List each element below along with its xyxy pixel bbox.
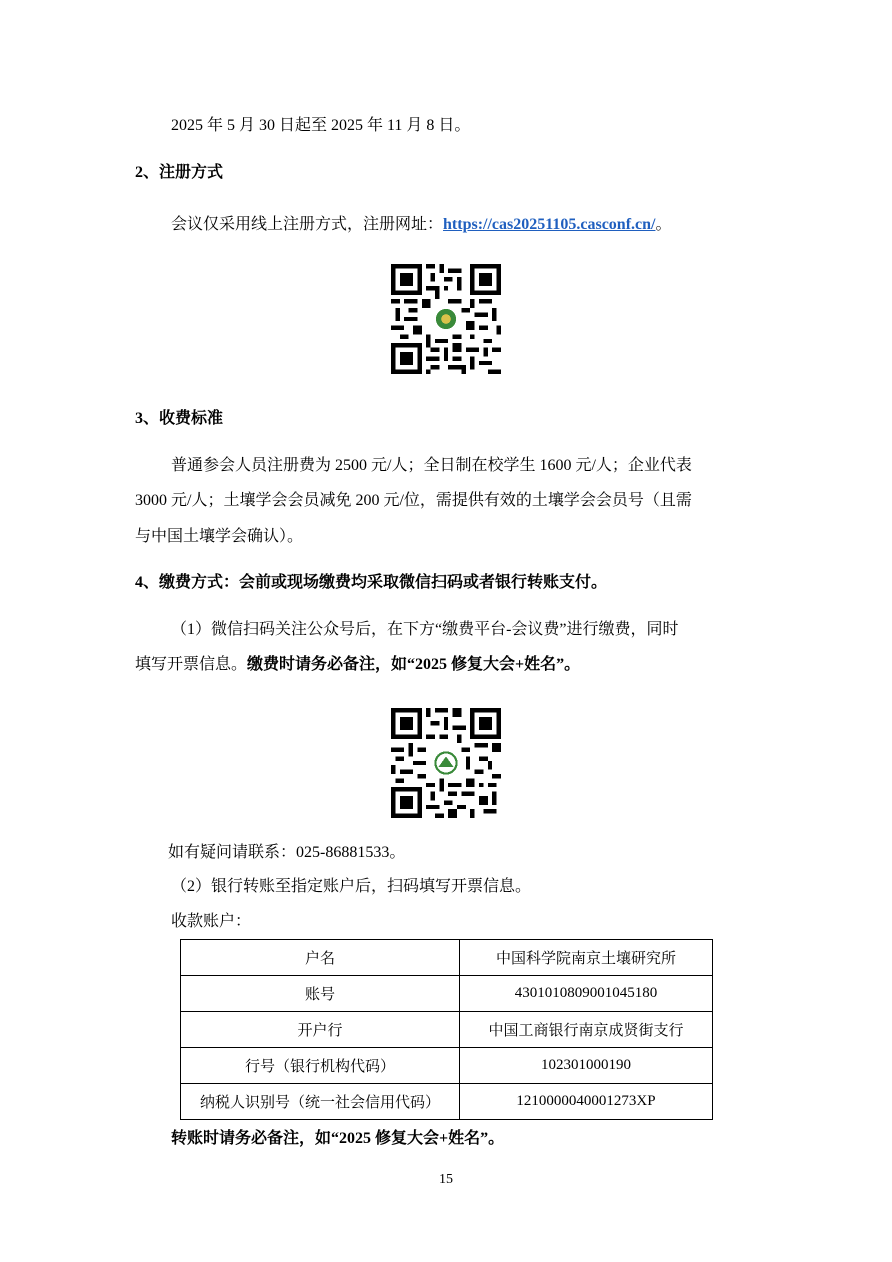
account-value-cell: 中国工商银行南京成贤街支行 — [460, 1012, 713, 1048]
wechat-text-line-2 — [135, 654, 580, 676]
contact-text: 如有疑问请联系：025-86881533。 — [168, 844, 406, 861]
account-key-cell: 行号（银行机构代码） — [181, 1048, 460, 1084]
account-label: 收款账户： — [171, 913, 252, 930]
period-text: 2025 年 5 月 30 日起至 2025 年 11 月 8 日。 — [171, 117, 471, 134]
page-number: 15 — [439, 1172, 453, 1187]
account-key-cell: 账号 — [181, 976, 460, 1012]
table-row — [181, 940, 713, 976]
registration-qr-code — [391, 264, 501, 374]
table-row — [181, 1084, 713, 1120]
table-row — [181, 1012, 713, 1048]
transfer-remark-note: 转账时请务必备注，如“2025 修复大会+姓名”。 — [171, 1130, 505, 1147]
account-key-cell: 开户行 — [181, 1012, 460, 1048]
registration-url-link[interactable]: https://cas20251105.casconf.cn/ — [443, 216, 656, 233]
wechat-text-line-1: （1）微信扫码关注公众号后，在下方“缴费平台-会议费”进行缴费，同时 — [171, 621, 679, 638]
fee-text-line-1: 普通参会人员注册费为 2500 元/人；全日制在校学生 1600 元/人；企业代表 — [171, 457, 692, 474]
section-4-heading: 4、缴费方式：会前或现场缴费均采取微信扫码或者银行转账支付。 — [135, 574, 608, 591]
account-value-cell: 4301010809001045180 — [460, 976, 713, 1012]
registration-text-prefix: 会议仅采用线上注册方式，注册网址： — [171, 216, 444, 233]
account-key-cell: 户名 — [181, 940, 460, 976]
fee-text-line-3: 与中国土壤学会确认）。 — [135, 528, 304, 545]
account-key-cell: 纳税人识别号（统一社会信用代码） — [181, 1084, 460, 1120]
table-row — [181, 976, 713, 1012]
registration-text — [171, 214, 671, 236]
wechat-text-line-2-prefix: 填写开票信息。 — [135, 656, 248, 673]
table-row — [181, 1048, 713, 1084]
section-3-heading: 3、收费标准 — [135, 410, 224, 427]
fee-text-line-2: 3000 元/人；土壤学会会员减免 200 元/位，需提供有效的土壤学会会员号（且需 — [135, 492, 692, 509]
account-value-cell: 102301000190 — [460, 1048, 713, 1084]
registration-text-suffix: 。 — [655, 216, 672, 233]
wechat-remark-note: 缴费时请务必备注，如“2025 修复大会+姓名”。 — [247, 656, 581, 673]
section-2-heading: 2、注册方式 — [135, 164, 224, 181]
account-table — [180, 939, 713, 1120]
wechat-payment-qr-code — [391, 708, 501, 818]
account-value-cell: 中国科学院南京土壤研究所 — [460, 940, 713, 976]
account-value-cell: 1210000040001273XP — [460, 1084, 713, 1120]
bank-transfer-text: （2）银行转账至指定账户后，扫码填写开票信息。 — [171, 878, 532, 895]
